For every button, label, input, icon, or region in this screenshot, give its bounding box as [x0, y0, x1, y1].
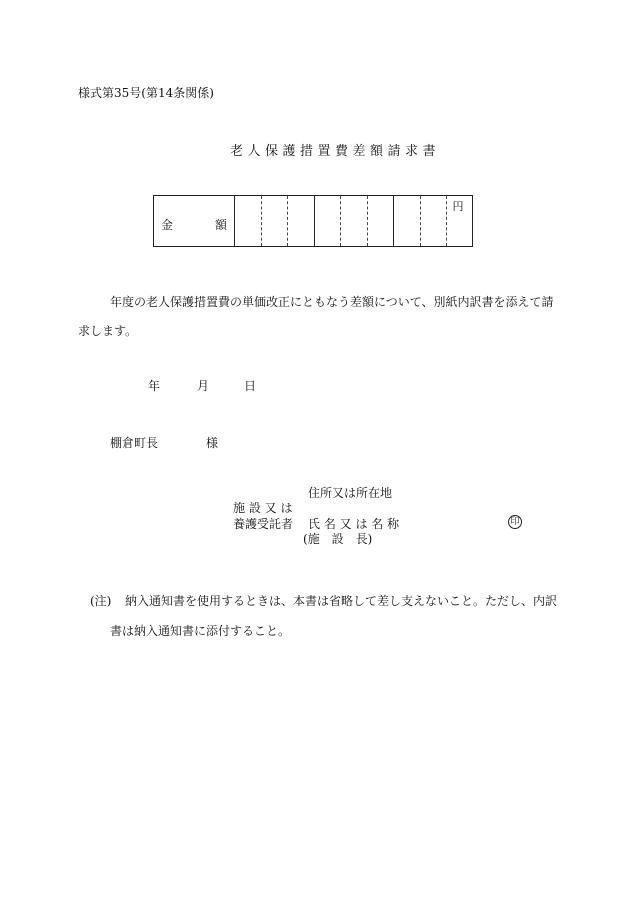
seal-mark: 印: [508, 515, 522, 529]
address-label: 住所又は所在地: [308, 486, 393, 500]
date-day: 日: [244, 379, 257, 393]
facility-label-line-1: 施 設 又 は: [233, 501, 293, 515]
addressee-name: 棚倉町長: [110, 436, 159, 450]
amount-label-kin: 金: [161, 218, 174, 232]
amount-unit-yen: 円: [452, 200, 464, 213]
amount-digit-cell: [447, 196, 474, 246]
note-marker: (注): [90, 594, 112, 608]
facility-label-line-2: 養護受託者: [233, 517, 294, 531]
amount-label-gaku: 額: [215, 218, 228, 232]
amount-digit-cell: [262, 196, 289, 246]
note-line-2: 書は納入通知書に添付すること。: [110, 624, 291, 638]
date-month: 月: [197, 379, 210, 393]
amount-table: [153, 195, 473, 247]
request-text-line-1: 年度の老人保護措置費の単価改正にともなう差額について、別紙内訳書を添えて請: [110, 295, 554, 309]
amount-digit-cell: [341, 196, 368, 246]
document-title: 老人保護措置費差額請求書: [230, 144, 441, 159]
amount-digit-cell: [315, 196, 342, 246]
amount-digit-cell: [288, 196, 315, 246]
date-year: 年: [148, 379, 161, 393]
director-label: (施 設 長): [303, 532, 373, 546]
amount-label-cell: [154, 196, 235, 246]
amount-digit-cell: [235, 196, 262, 246]
name-label: 氏 名 又 は 名 称: [308, 517, 400, 531]
amount-digit-cell: [394, 196, 421, 246]
note-line-1: 納入通知書を使用するときは、本書は省略して差し支えないこと。ただし、内訳: [125, 594, 558, 608]
amount-digit-cell: [421, 196, 448, 246]
request-text-line-2: 求します。: [78, 324, 138, 338]
form-number: 様式第35号(第14条関係): [78, 86, 214, 100]
amount-digit-cell: [368, 196, 395, 246]
addressee-honorific: 様: [206, 436, 219, 450]
